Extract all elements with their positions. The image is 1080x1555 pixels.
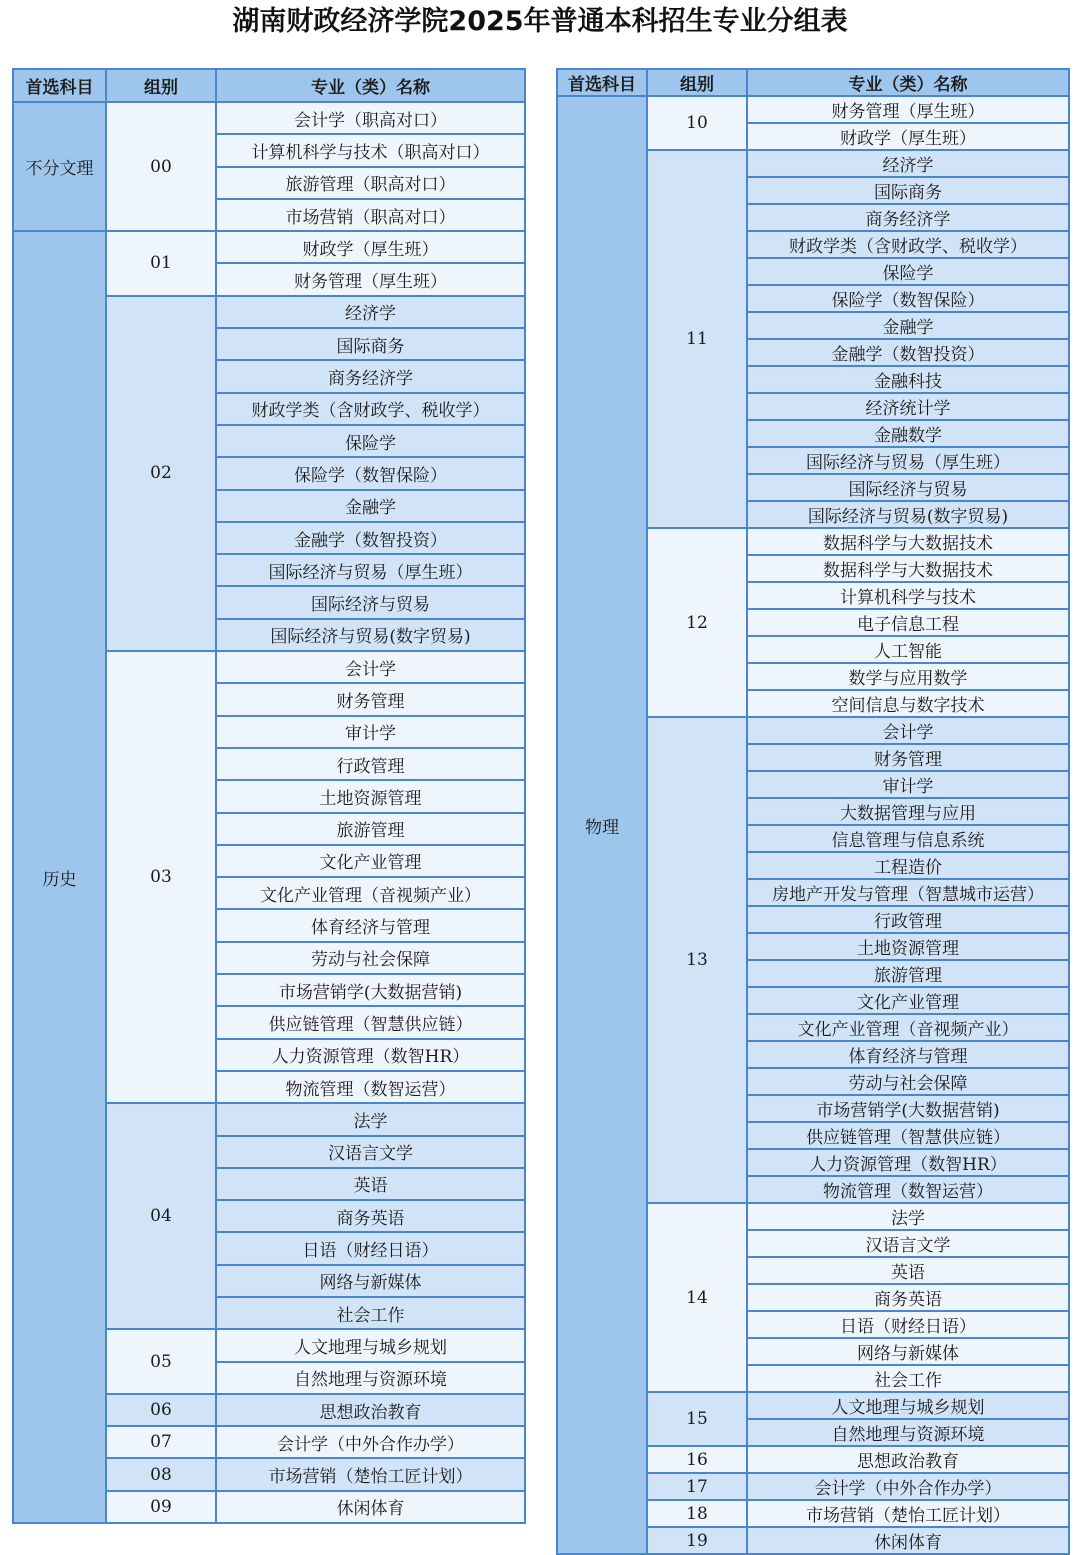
major-cell: 会计学（职高对口） xyxy=(216,102,525,134)
header-group: 组别 xyxy=(647,69,747,96)
left-major-table xyxy=(12,68,526,1524)
major-cell: 思想政治教育 xyxy=(216,1394,525,1426)
major-cell: 审计学 xyxy=(747,771,1069,798)
major-cell: 国际经济与贸易(数字贸易) xyxy=(747,501,1069,528)
major-cell: 供应链管理（智慧供应链） xyxy=(216,1006,525,1038)
group-cell: 12 xyxy=(647,528,747,717)
major-cell: 数据科学与大数据技术 xyxy=(747,528,1069,555)
group-cell: 01 xyxy=(106,231,216,296)
major-cell: 物流管理（数智运营） xyxy=(216,1071,525,1103)
group-cell: 07 xyxy=(106,1426,216,1458)
major-cell: 行政管理 xyxy=(747,906,1069,933)
major-cell: 自然地理与资源环境 xyxy=(216,1362,525,1394)
major-cell: 会计学 xyxy=(747,717,1069,744)
major-cell: 行政管理 xyxy=(216,748,525,780)
major-cell: 文化产业管理 xyxy=(216,845,525,877)
major-cell: 国际经济与贸易（厚生班） xyxy=(216,554,525,586)
major-cell: 商务经济学 xyxy=(747,204,1069,231)
major-cell: 会计学 xyxy=(216,651,525,683)
major-cell: 国际经济与贸易(数字贸易) xyxy=(216,619,525,651)
major-cell: 汉语言文学 xyxy=(747,1230,1069,1257)
major-cell: 商务经济学 xyxy=(216,360,525,392)
major-cell: 英语 xyxy=(747,1257,1069,1284)
major-cell: 人工智能 xyxy=(747,636,1069,663)
major-cell: 土地资源管理 xyxy=(216,780,525,812)
major-cell: 财务管理（厚生班） xyxy=(216,263,525,295)
major-cell: 人力资源管理（数智HR） xyxy=(216,1039,525,1071)
major-cell: 国际经济与贸易 xyxy=(216,586,525,618)
group-cell: 10 xyxy=(647,96,747,150)
major-cell: 市场营销学(大数据营销) xyxy=(216,974,525,1006)
major-cell: 经济学 xyxy=(747,150,1069,177)
major-cell: 体育经济与管理 xyxy=(216,909,525,941)
group-cell: 18 xyxy=(647,1500,747,1527)
major-cell: 市场营销（职高对口） xyxy=(216,199,525,231)
major-cell: 社会工作 xyxy=(216,1297,525,1329)
group-cell: 14 xyxy=(647,1203,747,1392)
major-cell: 人文地理与城乡规划 xyxy=(216,1329,525,1361)
major-cell: 会计学（中外合作办学） xyxy=(747,1473,1069,1500)
major-cell: 计算机科学与技术 xyxy=(747,582,1069,609)
major-cell: 保险学（数智保险） xyxy=(747,285,1069,312)
major-cell: 房地产开发与管理（智慧城市运营） xyxy=(747,879,1069,906)
major-cell: 金融学 xyxy=(216,490,525,522)
major-cell: 法学 xyxy=(747,1203,1069,1230)
major-cell: 会计学（中外合作办学） xyxy=(216,1426,525,1458)
major-cell: 自然地理与资源环境 xyxy=(747,1419,1069,1446)
major-cell: 汉语言文学 xyxy=(216,1136,525,1168)
major-cell: 审计学 xyxy=(216,716,525,748)
major-cell: 物流管理（数智运营） xyxy=(747,1176,1069,1203)
major-cell: 日语（财经日语） xyxy=(216,1232,525,1264)
table-row xyxy=(557,96,1069,123)
major-cell: 思想政治教育 xyxy=(747,1446,1069,1473)
page-title: 湖南财政经济学院2025年普通本科招生专业分组表 xyxy=(232,6,848,37)
major-cell: 金融数学 xyxy=(747,420,1069,447)
major-cell: 信息管理与信息系统 xyxy=(747,825,1069,852)
major-cell: 文化产业管理（音视频产业） xyxy=(216,877,525,909)
major-cell: 土地资源管理 xyxy=(747,933,1069,960)
header-subject: 首选科目 xyxy=(13,69,106,102)
major-cell: 金融学（数智投资） xyxy=(747,339,1069,366)
group-cell: 05 xyxy=(106,1329,216,1394)
group-cell: 16 xyxy=(647,1446,747,1473)
major-cell: 金融学 xyxy=(747,312,1069,339)
group-cell: 11 xyxy=(647,150,747,528)
subject-cell: 历史 xyxy=(13,231,106,1523)
major-cell: 计算机科学与技术（职高对口） xyxy=(216,134,525,166)
subject-cell: 物理 xyxy=(557,96,647,1554)
major-cell: 人力资源管理（数智HR） xyxy=(747,1149,1069,1176)
major-cell: 市场营销（楚怡工匠计划） xyxy=(747,1500,1069,1527)
major-cell: 日语（财经日语） xyxy=(747,1311,1069,1338)
major-cell: 国际商务 xyxy=(747,177,1069,204)
major-cell: 财政学（厚生班） xyxy=(747,123,1069,150)
major-cell: 财务管理 xyxy=(216,683,525,715)
major-cell: 财务管理（厚生班） xyxy=(747,96,1069,123)
major-cell: 电子信息工程 xyxy=(747,609,1069,636)
major-cell: 旅游管理 xyxy=(216,813,525,845)
major-cell: 休闲体育 xyxy=(216,1491,525,1523)
group-cell: 06 xyxy=(106,1394,216,1426)
major-cell: 劳动与社会保障 xyxy=(747,1068,1069,1095)
major-cell: 财政学类（含财政学、税收学） xyxy=(747,231,1069,258)
group-cell: 02 xyxy=(106,296,216,651)
major-cell: 金融学（数智投资） xyxy=(216,522,525,554)
major-cell: 体育经济与管理 xyxy=(747,1041,1069,1068)
major-cell: 财务管理 xyxy=(747,744,1069,771)
major-cell: 文化产业管理（音视频产业） xyxy=(747,1014,1069,1041)
major-cell: 保险学 xyxy=(216,425,525,457)
major-cell: 国际商务 xyxy=(216,328,525,360)
major-cell: 休闲体育 xyxy=(747,1527,1069,1554)
major-cell: 国际经济与贸易 xyxy=(747,474,1069,501)
major-cell: 市场营销学(大数据营销) xyxy=(747,1095,1069,1122)
group-cell: 03 xyxy=(106,651,216,1103)
major-cell: 经济学 xyxy=(216,296,525,328)
subject-cell: 不分文理 xyxy=(13,102,106,231)
major-cell: 文化产业管理 xyxy=(747,987,1069,1014)
major-cell: 数学与应用数学 xyxy=(747,663,1069,690)
major-cell: 空间信息与数字技术 xyxy=(747,690,1069,717)
major-cell: 劳动与社会保障 xyxy=(216,942,525,974)
major-cell: 法学 xyxy=(216,1103,525,1135)
major-cell: 财政学（厚生班） xyxy=(216,231,525,263)
group-cell: 15 xyxy=(647,1392,747,1446)
major-cell: 市场营销（楚怡工匠计划） xyxy=(216,1458,525,1490)
right-major-table xyxy=(556,68,1070,1555)
group-cell: 00 xyxy=(106,102,216,231)
major-cell: 大数据管理与应用 xyxy=(747,798,1069,825)
header-major: 专业（类）名称 xyxy=(216,69,525,102)
major-cell: 社会工作 xyxy=(747,1365,1069,1392)
group-cell: 17 xyxy=(647,1473,747,1500)
group-cell: 04 xyxy=(106,1103,216,1329)
major-cell: 商务英语 xyxy=(216,1200,525,1232)
major-cell: 金融科技 xyxy=(747,366,1069,393)
major-cell: 旅游管理 xyxy=(747,960,1069,987)
major-cell: 数据科学与大数据技术 xyxy=(747,555,1069,582)
group-cell: 09 xyxy=(106,1491,216,1523)
major-cell: 财政学类（含财政学、税收学） xyxy=(216,393,525,425)
major-cell: 经济统计学 xyxy=(747,393,1069,420)
table-row xyxy=(13,102,525,134)
header-subject: 首选科目 xyxy=(557,69,647,96)
header-group: 组别 xyxy=(106,69,216,102)
major-cell: 工程造价 xyxy=(747,852,1069,879)
major-cell: 网络与新媒体 xyxy=(216,1265,525,1297)
major-cell: 英语 xyxy=(216,1168,525,1200)
major-cell: 国际经济与贸易（厚生班） xyxy=(747,447,1069,474)
group-cell: 19 xyxy=(647,1527,747,1554)
major-cell: 网络与新媒体 xyxy=(747,1338,1069,1365)
major-cell: 人文地理与城乡规划 xyxy=(747,1392,1069,1419)
major-cell: 保险学 xyxy=(747,258,1069,285)
table-row xyxy=(13,231,525,263)
header-major: 专业（类）名称 xyxy=(747,69,1069,96)
group-cell: 13 xyxy=(647,717,747,1203)
major-cell: 商务英语 xyxy=(747,1284,1069,1311)
major-cell: 供应链管理（智慧供应链） xyxy=(747,1122,1069,1149)
major-cell: 旅游管理（职高对口） xyxy=(216,167,525,199)
major-cell: 保险学（数智保险） xyxy=(216,457,525,489)
group-cell: 08 xyxy=(106,1458,216,1490)
